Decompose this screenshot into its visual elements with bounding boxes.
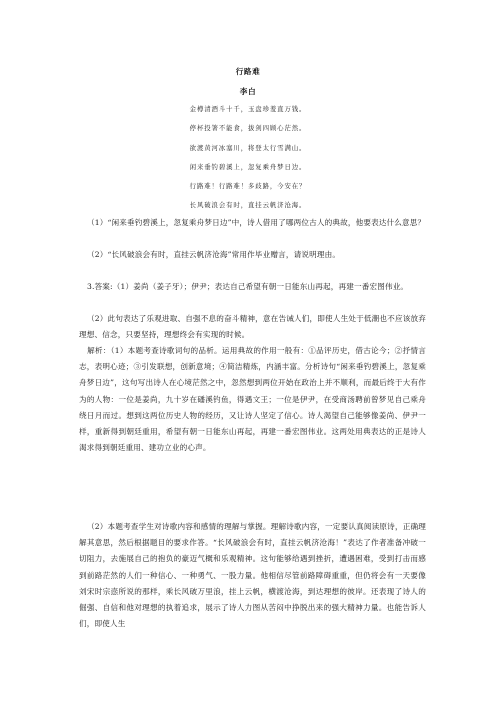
poem-line: 金樽清酒斗十千，玉盘珍羞直万钱。 bbox=[189, 105, 307, 113]
poem-line: 长风破浪会有时，直挂云帆济沧海。 bbox=[189, 201, 307, 209]
analysis-paragraph-1: 解析：（1）本题考查诗歌词句的品析。运用典故的作用一般有：①品评历史，借古论今；②抒情言志，表明心迹；③引发联想，创新意境；④简洁精炼，内涵丰富。分析诗句“闲来垂钓碧溪上，忽复乘舟梦日边”，这句写出诗人在心境茫然之中，忽然想到两位开始在政治上并不顺利，而最后终于大有作为的人物：一位是姜尚，九十岁在磻溪钓鱼，得遇文王；一位是伊尹，在受商汤聘前曾梦见自己乘舟绕日月而过。想到这两位历史人物的经历，又让诗人坚定了信心。诗人渴望自己能够像姜尚、伊尹一样，重新得到朝廷重用，希望有朝一日能东山再起，再建一番宏图伟业。这两处用典表达的正是诗人渴求得到朝廷重用、建功立业的心声。 bbox=[79, 346, 426, 453]
poem-line: 行路难！行路难！多歧路，今安在？ bbox=[189, 182, 307, 190]
analysis-paragraph-2: （2）本题考查学生对诗歌内容和感情的理解与掌握。理解诗歌内容，一定要认真阅读原诗，正确理解其意思，然后根据题目的要求作答。“长风破浪会有时，直挂云帆济沧海！”表达了作者准备冲破一切阻力，去施展自己的抱负的豪迈气概和乐观精神。这句能够给遇到挫折，遭遇困难，受到打击而感到前路茫然的人们一种信心、一种勇气、一股力量。他相信尽管前路障碍重重，但仍将会有一天要像刘宋时宗悫所说的那样，乘长风破万里浪，挂上云帆，横渡沧海，到达理想的彼岸。还表现了诗人的倔强、自信和他对理想的执着追求，展示了诗人力图从苦闷中挣脱出来的强大精神力量。也能告诉人们，即使人生 bbox=[79, 522, 426, 629]
answer-2: （2）此句表达了乐观进取、自强不息的奋斗精神，意在告诫人们，即使人生处于低潮也不应该放弃理想、信念，只要坚持，理想终会有实现的时候。 bbox=[79, 314, 426, 340]
question-1: （1）“闲来垂钓碧溪上，忽复乘舟梦日边”中，诗人借用了哪两位古人的典故，他要表达什么意思？ bbox=[87, 218, 426, 227]
answer-1: 3.答案:（1）姜尚（姜子牙）；伊尹；表达自己希望有朝一日能东山再起，再建一番宏图伟业。 bbox=[87, 282, 409, 291]
poem-line: 停杯投箸不能食，拔剑四顾心茫然。 bbox=[189, 124, 307, 132]
poem-title: 行路难 bbox=[235, 67, 261, 76]
poem-line: 闲来垂钓碧溪上，忽复乘舟梦日边。 bbox=[189, 163, 307, 171]
poem-line: 欲渡黄河冰塞川，将登太行雪满山。 bbox=[189, 144, 307, 152]
question-2: （2）“长风破浪会有时，直挂云帆济沧海”常用作毕业赠言，请说明理由。 bbox=[87, 250, 341, 259]
poem-author: 李白 bbox=[239, 87, 257, 96]
